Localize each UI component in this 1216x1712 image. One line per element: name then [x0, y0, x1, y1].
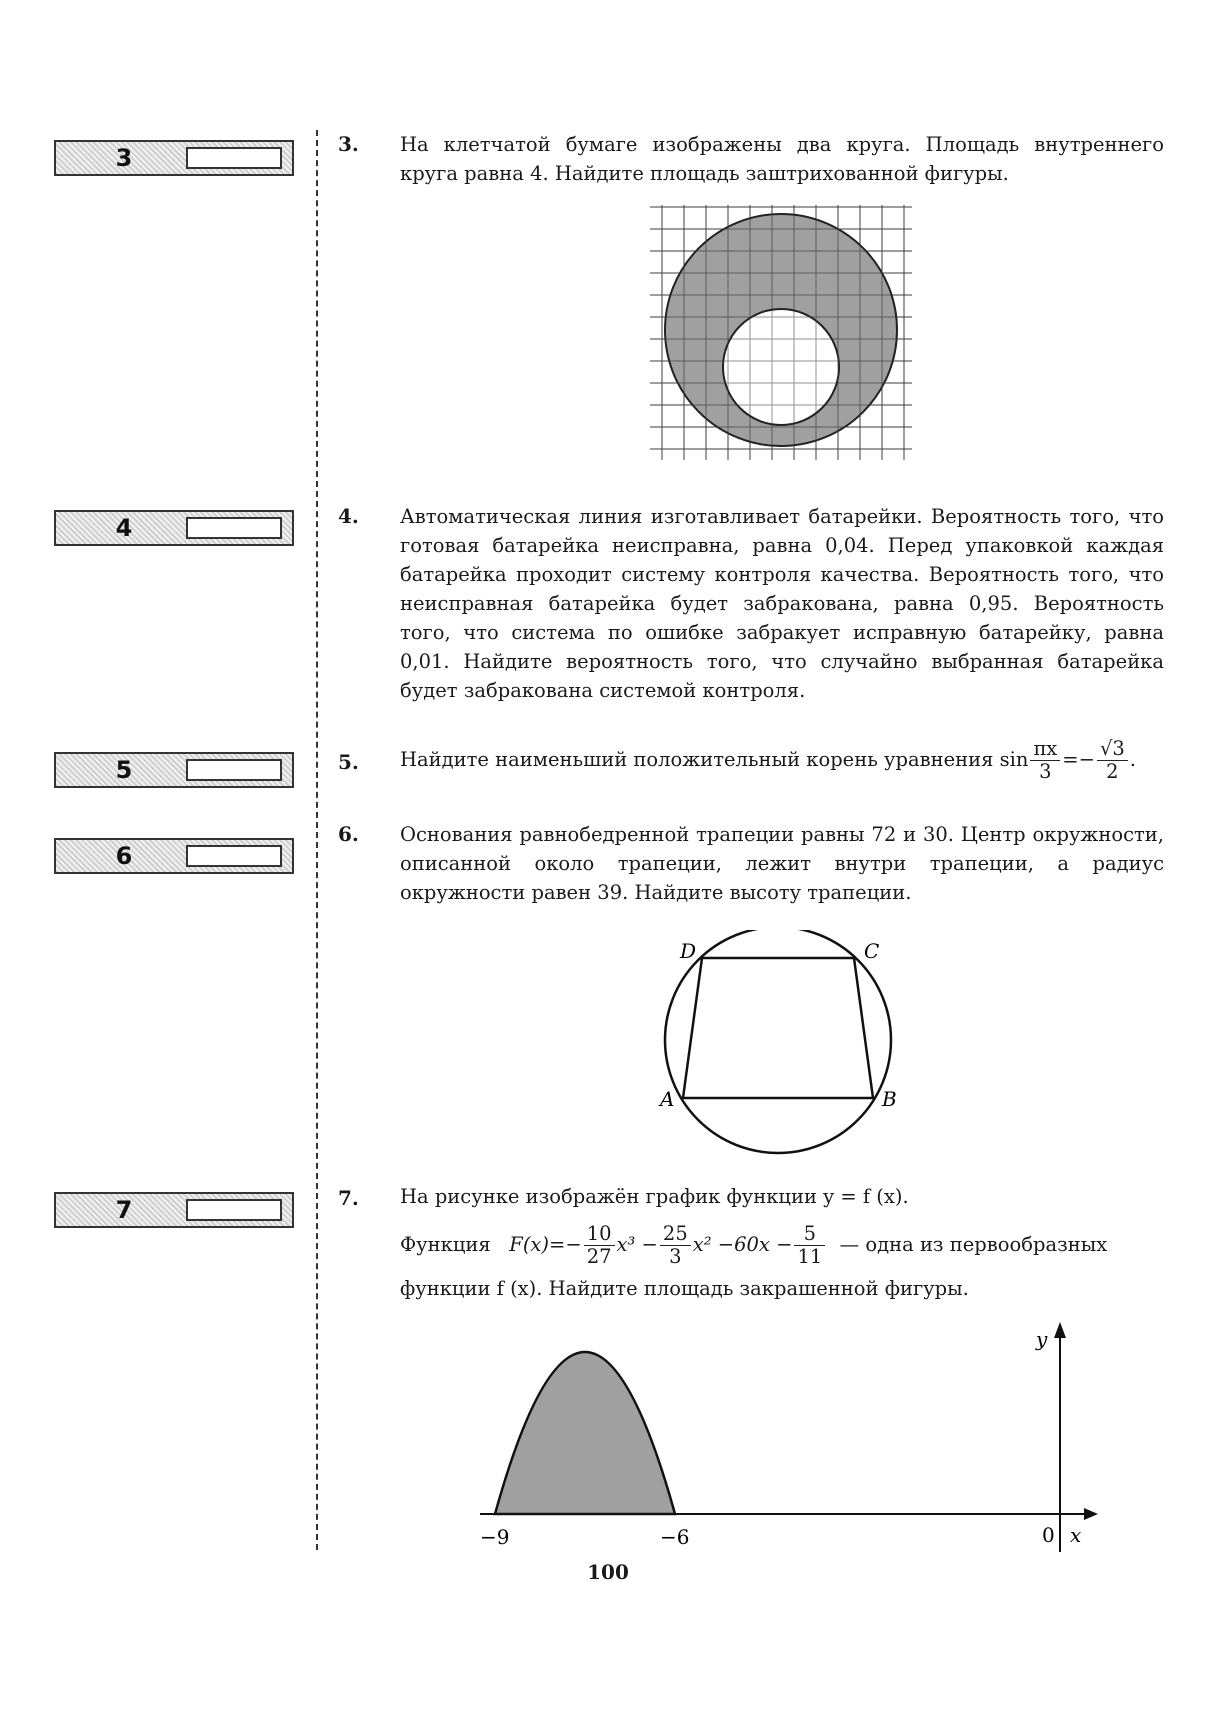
problem-7-line-2: [400, 1222, 1164, 1268]
frac-denominator: 3: [1039, 760, 1052, 783]
frac-numerator: 10: [584, 1223, 615, 1246]
frac-denominator: 27: [586, 1245, 612, 1268]
inner-circle: [723, 309, 839, 425]
page-number: 100: [587, 1560, 629, 1584]
vertex-label-a: A: [660, 1087, 675, 1111]
problem-5-number: 5.: [338, 750, 359, 774]
antiderivative-name: F(x)=−: [509, 1233, 582, 1256]
problem-6-number: 6.: [338, 822, 359, 846]
answer-box-6: [54, 838, 294, 874]
problem-6-text: Основания равнобедренной трапеции равны 72 и 30. Центр окружности, описанной около трапеции, лежит внутри трапеции, а радиус окружности равен 39. Найдите высоту трапеции.: [400, 823, 1164, 904]
vertex-label-b: B: [882, 1087, 897, 1111]
shaded-region: [495, 1352, 675, 1514]
answer-box-4: [54, 510, 294, 546]
problem-7-tail: — одна из первообразных: [839, 1233, 1108, 1256]
fraction-pix-over-3: [1030, 738, 1060, 783]
vertex-label-d: D: [680, 939, 697, 963]
answer-field-5[interactable]: [186, 759, 282, 781]
problem-3-number: 3.: [338, 132, 359, 156]
problem-4-number: 4.: [338, 504, 359, 528]
problem-5-fn: sin: [999, 748, 1029, 771]
frac-numerator: 25: [660, 1223, 691, 1246]
frac-numerator: √3: [1097, 738, 1128, 761]
answer-box-3: [54, 140, 294, 176]
answer-box-7: [54, 1192, 294, 1228]
problem-5-text: [400, 738, 1164, 783]
answer-box-number: 6: [115, 842, 133, 870]
circumscribed-circle: [665, 930, 891, 1153]
frac-numerator: πx: [1030, 738, 1060, 761]
trapezoid-in-circle-figure: [650, 930, 910, 1160]
problem-3-text: На клетчатой бумаге изображены два круга. Площадь внутреннего круга равна 4. Найдите площадь заштрихованной фигуры.: [400, 133, 1164, 185]
problem-7-number: 7.: [338, 1186, 359, 1210]
margin-divider: [316, 130, 318, 1550]
problem-7-line-3: функции f (x). Найдите площадь закрашенной фигуры.: [400, 1277, 969, 1300]
y-axis-label: y: [1036, 1327, 1048, 1351]
function-label: Функция: [400, 1233, 491, 1256]
trapezoid-abcd: [683, 958, 873, 1098]
problem-4-text: Автоматическая линия изготавливает батарейки. Вероятность того, что готовая батарейка неисправна, равна 0,04. Перед упаковкой каждая батарейка проходит систему контроля качества. Вероятность того, что неисправная батарейка будет забракована, равна 0,95. Вероятность того, что система по ошибке забракует исправную батарейку, равна 0,01. Найдите вероятность того, что случайно выбранная батарейка будет забракована системой контроля.: [400, 505, 1164, 702]
x-axis-arrow: [1084, 1508, 1098, 1520]
answer-box-number: 5: [115, 756, 133, 784]
frac-numerator: 5: [794, 1223, 825, 1246]
tick-label-minus-6: −6: [660, 1525, 690, 1549]
circles-on-grid-figure: [650, 205, 912, 465]
frac-denominator: 2: [1106, 760, 1119, 783]
problem-7-line-1: На рисунке изображён график функции y = f (x).: [400, 1185, 909, 1208]
x-axis-label: x: [1070, 1523, 1082, 1547]
frac-denominator: 11: [797, 1245, 823, 1268]
tick-label-origin: 0: [1042, 1523, 1055, 1547]
term-x2-60x: x² −60x −: [692, 1233, 793, 1256]
answer-box-number: 4: [115, 514, 133, 542]
problem-5-prompt: Найдите наименьший положительный корень уравнения: [400, 748, 994, 771]
function-graph-figure: [470, 1320, 1110, 1560]
fraction-25-3: [660, 1223, 691, 1268]
problem-5-end: .: [1129, 748, 1136, 771]
vertex-label-c: C: [864, 939, 880, 963]
answer-box-5: [54, 752, 294, 788]
answer-field-7[interactable]: [186, 1199, 282, 1221]
fraction-5-11: [794, 1223, 825, 1268]
answer-field-6[interactable]: [186, 845, 282, 867]
y-axis-arrow: [1054, 1322, 1066, 1338]
term-x3: x³ −: [616, 1233, 658, 1256]
answer-field-3[interactable]: [186, 147, 282, 169]
answer-field-4[interactable]: [186, 517, 282, 539]
fraction-10-27: [584, 1223, 615, 1268]
problem-5-equals: =−: [1062, 748, 1095, 771]
answer-box-number: 3: [115, 144, 133, 172]
answer-box-number: 7: [115, 1196, 133, 1224]
frac-denominator: 3: [669, 1245, 682, 1268]
tick-label-minus-9: −9: [480, 1525, 510, 1549]
fraction-sqrt3-over-2: [1097, 738, 1128, 783]
